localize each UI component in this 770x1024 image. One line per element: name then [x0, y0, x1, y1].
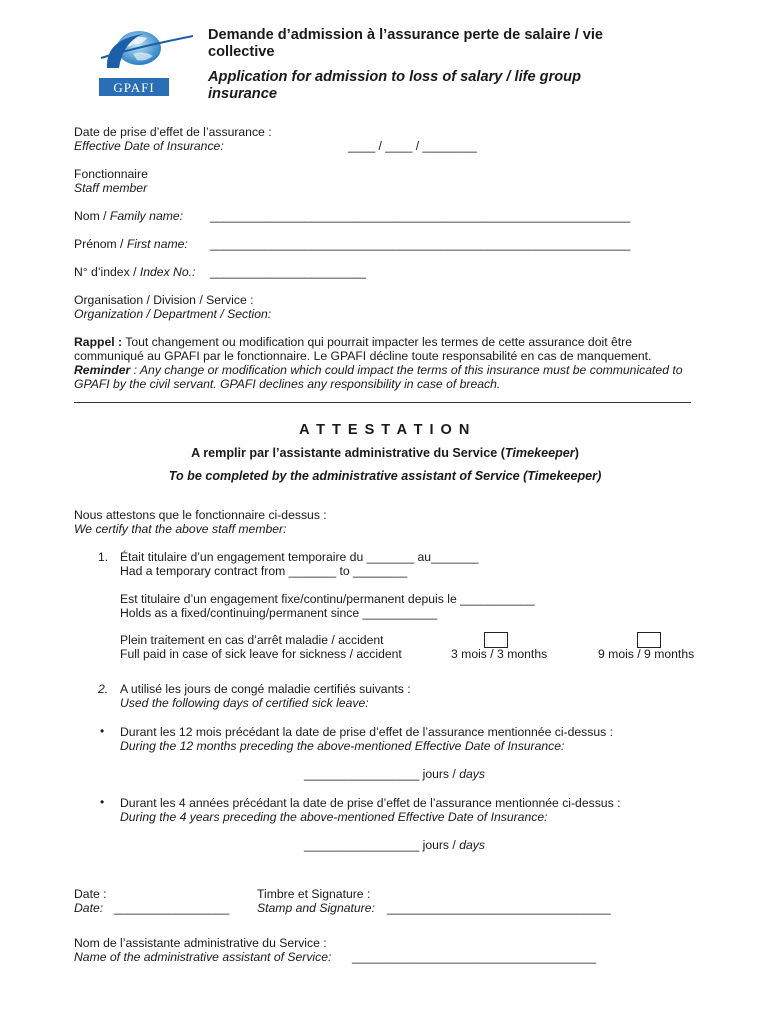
assistant-name-field[interactable]: ____________________________________: [352, 950, 597, 964]
first-name-field[interactable]: ______________________________________________________________: [210, 237, 631, 251]
option-3-months-label: 3 mois / 3 months: [451, 647, 548, 661]
days-12-months-field[interactable]: _________________ jours / days: [304, 767, 485, 781]
certify-en: We certify that the above staff member:: [74, 522, 287, 536]
checkbox-3-months[interactable]: [484, 632, 508, 648]
bullet2-fr: Durant les 4 années précédant la date de prise d’effet de l’assurance mentionnée ci-dessus :: [120, 796, 621, 810]
stamp-label-fr: Timbre et Signature :: [257, 887, 371, 901]
title-fr-line2: collective: [208, 44, 275, 60]
first-name-label: Prénom / First name:: [74, 237, 188, 251]
full-pay-fr: Plein traitement en cas d’arrêt maladie / accident: [120, 633, 384, 647]
assistant-name-label-fr: Nom de l’assistante administrative du Service :: [74, 936, 327, 950]
title-fr-line1: Demande d’admission à l’assurance perte de salaire / vie: [208, 27, 604, 43]
date-label-fr: Date :: [74, 887, 107, 901]
effective-date-label-fr: Date de prise d’effet de l’assurance :: [74, 125, 272, 139]
bullet2-en: During the 4 years preceding the above-mentioned Effective Date of Insurance:: [120, 810, 548, 824]
gpafi-logo: [93, 28, 197, 100]
item1-number: 1.: [98, 550, 109, 564]
index-field[interactable]: _______________________: [210, 265, 366, 279]
item2-fr: A utilisé les jours de congé maladie certifiés suivants :: [120, 682, 411, 696]
option-9-months-label: 9 mois / 9 months: [598, 647, 695, 661]
attestation-subtitle-fr: A remplir par l’assistante administrative du Service (Timekeeper): [191, 446, 579, 460]
bullet-icon: •: [100, 795, 105, 809]
section-divider: [74, 402, 691, 403]
title-en-line2: insurance: [208, 86, 277, 102]
reminder-en-line2: GPAFI by the civil servant. GPAFI declines any responsibility in case of breach.: [74, 377, 501, 391]
reminder-fr-line1: Rappel : Tout changement ou modification qui pourrait impacter les termes de cette assurance doit être: [74, 335, 632, 349]
item1-fr[interactable]: Était titulaire d’un engagement temporaire du _______ au_______: [120, 550, 479, 564]
logo-text: GPAFI: [113, 80, 155, 95]
date-label-en: Date:: [74, 901, 104, 915]
staff-heading-fr: Fonctionnaire: [74, 167, 148, 181]
bullet1-fr: Durant les 12 mois précédant la date de prise d’effet de l’assurance mentionnée ci-dessus :: [120, 725, 613, 739]
attestation-subtitle-en: To be completed by the administrative assistant of Service (Timekeeper): [168, 469, 602, 483]
item2-en: Used the following days of certified sick leave:: [120, 696, 369, 710]
family-name-field[interactable]: ______________________________________________________________: [210, 209, 631, 223]
index-label: N° d’index / Index No.:: [74, 265, 196, 279]
item1b-en[interactable]: Holds as a fixed/continuing/permanent since ___________: [120, 606, 438, 620]
assistant-name-label-en: Name of the administrative assistant of Service:: [74, 950, 332, 964]
org-label-fr: Organisation / Division / Service :: [74, 293, 254, 307]
effective-date-field[interactable]: ____ / ____ / ________: [348, 139, 477, 153]
org-label-en: Organization / Department / Section:: [74, 307, 272, 321]
stamp-label-en: Stamp and Signature:: [257, 901, 375, 915]
full-pay-en: Full paid in case of sick leave for sickness / accident: [120, 647, 402, 661]
item1-en[interactable]: Had a temporary contract from _______ to ________: [120, 564, 408, 578]
date-field[interactable]: _________________: [114, 901, 230, 915]
title-en-line1: Application for admission to loss of salary / life group: [208, 69, 582, 85]
stamp-signature-field[interactable]: _________________________________: [387, 901, 611, 915]
certify-fr: Nous attestons que le fonctionnaire ci-dessus :: [74, 508, 327, 522]
family-name-label: Nom / Family name:: [74, 209, 184, 223]
item2-number: 2.: [98, 682, 109, 696]
attestation-title: A T T E S T A T I O N: [299, 422, 471, 438]
days-4-years-field[interactable]: _________________ jours / days: [304, 838, 485, 852]
item1b-fr[interactable]: Est titulaire d’un engagement fixe/continu/permanent depuis le ___________: [120, 592, 535, 606]
bullet-icon: •: [100, 724, 105, 738]
effective-date-label-en: Effective Date of Insurance:: [74, 139, 224, 153]
staff-heading-en: Staff member: [74, 181, 148, 195]
checkbox-9-months[interactable]: [637, 632, 661, 648]
bullet1-en: During the 12 months preceding the above-mentioned Effective Date of Insurance:: [120, 739, 565, 753]
reminder-fr-line2: communiqué au GPAFI par le fonctionnaire. Le GPAFI décline toute responsabilité en cas de manquement.: [74, 349, 652, 363]
reminder-en-line1: Reminder : Any change or modification which could impact the terms of this insurance must be communicated to: [74, 363, 683, 377]
